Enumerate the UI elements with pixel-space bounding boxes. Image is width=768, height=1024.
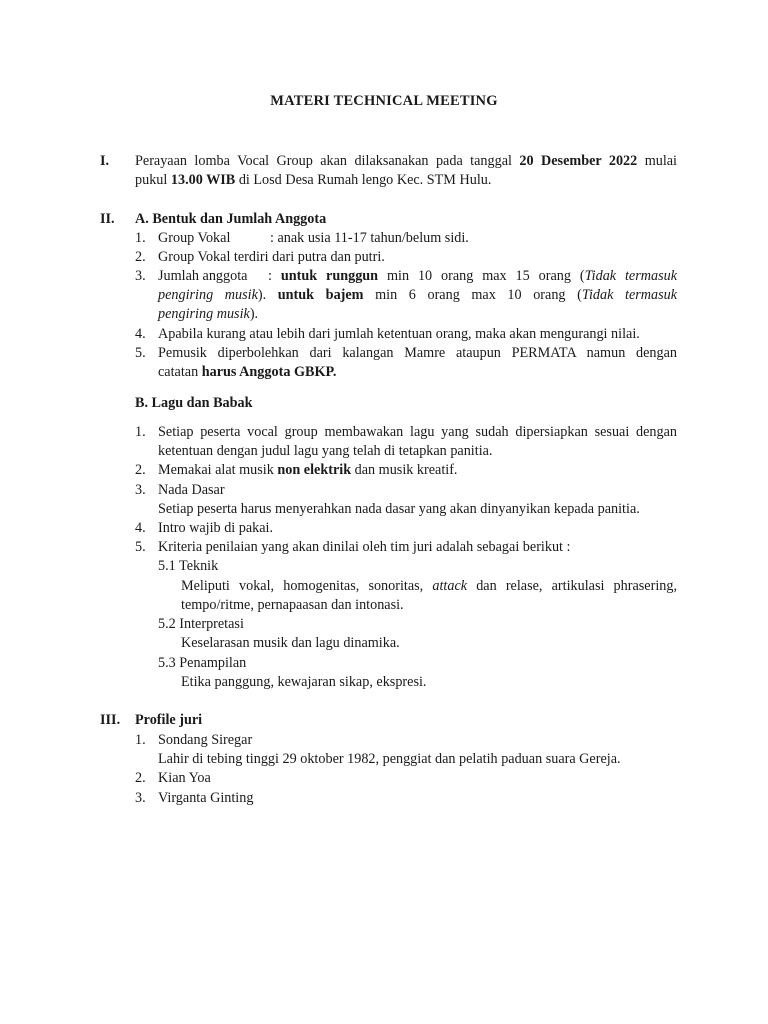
list-number: 5. xyxy=(135,345,146,361)
list-item-text xyxy=(158,305,258,324)
section-1-numeral: I. xyxy=(100,153,110,169)
text: Tidak termasuk xyxy=(581,287,678,303)
list-number: 4. xyxy=(135,520,146,536)
list-item-text xyxy=(158,363,336,382)
text: untuk runggun xyxy=(280,268,379,284)
list-item-text: Pemusik diperbolehkan dari kalangan Mamre ataupun PERMATA namun dengan xyxy=(158,345,677,361)
subitem-text xyxy=(181,577,677,596)
text: pengiring musik xyxy=(158,287,258,303)
list-number: 2. xyxy=(135,249,146,265)
list-number: 3. xyxy=(135,790,146,806)
text: untuk bajem xyxy=(277,287,364,303)
list-number: 1. xyxy=(135,230,146,246)
list-item-text: Virganta Ginting xyxy=(158,790,254,806)
section-3-numeral: III. xyxy=(100,712,121,728)
subitem-text: Etika panggung, kewajaran sikap, ekspresi. xyxy=(181,674,427,690)
text: Tidak termasuk xyxy=(584,268,678,284)
list-item-text: Kriteria penilaian yang akan dinilai oleh tim juri adalah sebagai berikut : xyxy=(158,539,571,555)
list-item-text: Intro wajib di pakai. xyxy=(158,520,274,536)
list-item-text: Group Vokal xyxy=(158,230,231,246)
list-item-text: : anak usia 11-17 tahun/belum sidi. xyxy=(270,230,469,246)
list-number: 4. xyxy=(135,326,146,342)
list-item-text: ketentuan dengan judul lagu yang telah di tetapkan panitia. xyxy=(158,443,493,459)
text: pukul xyxy=(135,172,171,188)
list-item-text: Kian Yoa xyxy=(158,770,211,786)
text: dan musik kreatif. xyxy=(351,462,458,478)
section-2b-heading: B. Lagu dan Babak xyxy=(135,395,253,411)
text: min 10 orang max 15 orang ( xyxy=(378,268,585,284)
subitem-text: Keselarasan musik dan lagu dinamika. xyxy=(181,635,400,651)
list-item-text xyxy=(158,461,457,480)
list-item-text: Group Vokal terdiri dari putra dan putri. xyxy=(158,249,385,265)
text: Perayaan lomba Vocal Group akan dilaksanakan pada tanggal xyxy=(135,153,520,169)
text: ). xyxy=(249,306,259,322)
list-item-text: Apabila kurang atau lebih dari jumlah ketentuan orang, maka akan mengurangi nilai. xyxy=(158,326,640,342)
text: pengiring musik xyxy=(158,306,250,322)
list-number: 3. xyxy=(135,482,146,498)
text: non elektrik xyxy=(277,462,352,478)
section-1-line-1 xyxy=(135,152,677,171)
list-item-text: Setiap peserta vocal group membawakan lagu yang sudah dipersiapkan sesuai dengan xyxy=(158,424,677,440)
section-2-numeral: II. xyxy=(100,211,115,227)
list-item-text xyxy=(158,286,677,305)
list-item-text: Jumlah anggota xyxy=(158,268,248,284)
text: harus Anggota GBKP. xyxy=(201,364,337,380)
list-number: 5. xyxy=(135,539,146,555)
date-text: 20 Desember 2022 xyxy=(519,153,638,169)
text: catatan xyxy=(158,364,202,380)
list-number: 2. xyxy=(135,770,146,786)
list-number: 1. xyxy=(135,732,146,748)
time-text: 13.00 WIB xyxy=(170,172,236,188)
text: Meliputi vokal, homogenitas, sonoritas, xyxy=(181,578,433,594)
list-number: 2. xyxy=(135,462,146,478)
text: dan relase, artikulasi phrasering, xyxy=(467,578,677,594)
subitem-heading: 5.3 Penampilan xyxy=(158,655,247,671)
text: min 6 orang max 10 orang ( xyxy=(363,287,582,303)
list-number: 3. xyxy=(135,268,146,284)
text: ). xyxy=(257,287,278,303)
subitem-heading: 5.2 Interpretasi xyxy=(158,616,244,632)
list-item-text: Nada Dasar xyxy=(158,482,225,498)
list-item-text xyxy=(268,267,677,286)
list-item-text: Sondang Siregar xyxy=(158,732,253,748)
section-3-heading: Profile juri xyxy=(135,712,203,728)
section-2a-heading: A. Bentuk dan Jumlah Anggota xyxy=(135,211,327,227)
text: di Losd Desa Rumah lengo Kec. STM Hulu. xyxy=(235,172,492,188)
list-number: 1. xyxy=(135,424,146,440)
text: mulai xyxy=(637,153,677,169)
text: attack xyxy=(432,578,468,594)
text: : xyxy=(268,268,281,284)
subitem-heading: 5.1 Teknik xyxy=(158,558,219,574)
section-1-line-2 xyxy=(135,171,491,190)
text: Memakai alat musik xyxy=(158,462,278,478)
subitem-text: tempo/ritme, pernapaasan dan intonasi. xyxy=(181,597,404,613)
list-item-text: Lahir di tebing tinggi 29 oktober 1982, penggiat dan pelatih paduan suara Gereja. xyxy=(158,751,621,767)
document-title: MATERI TECHNICAL MEETING xyxy=(270,93,498,109)
list-item-text: Setiap peserta harus menyerahkan nada dasar yang akan dinyanyikan kepada panitia. xyxy=(158,501,640,517)
